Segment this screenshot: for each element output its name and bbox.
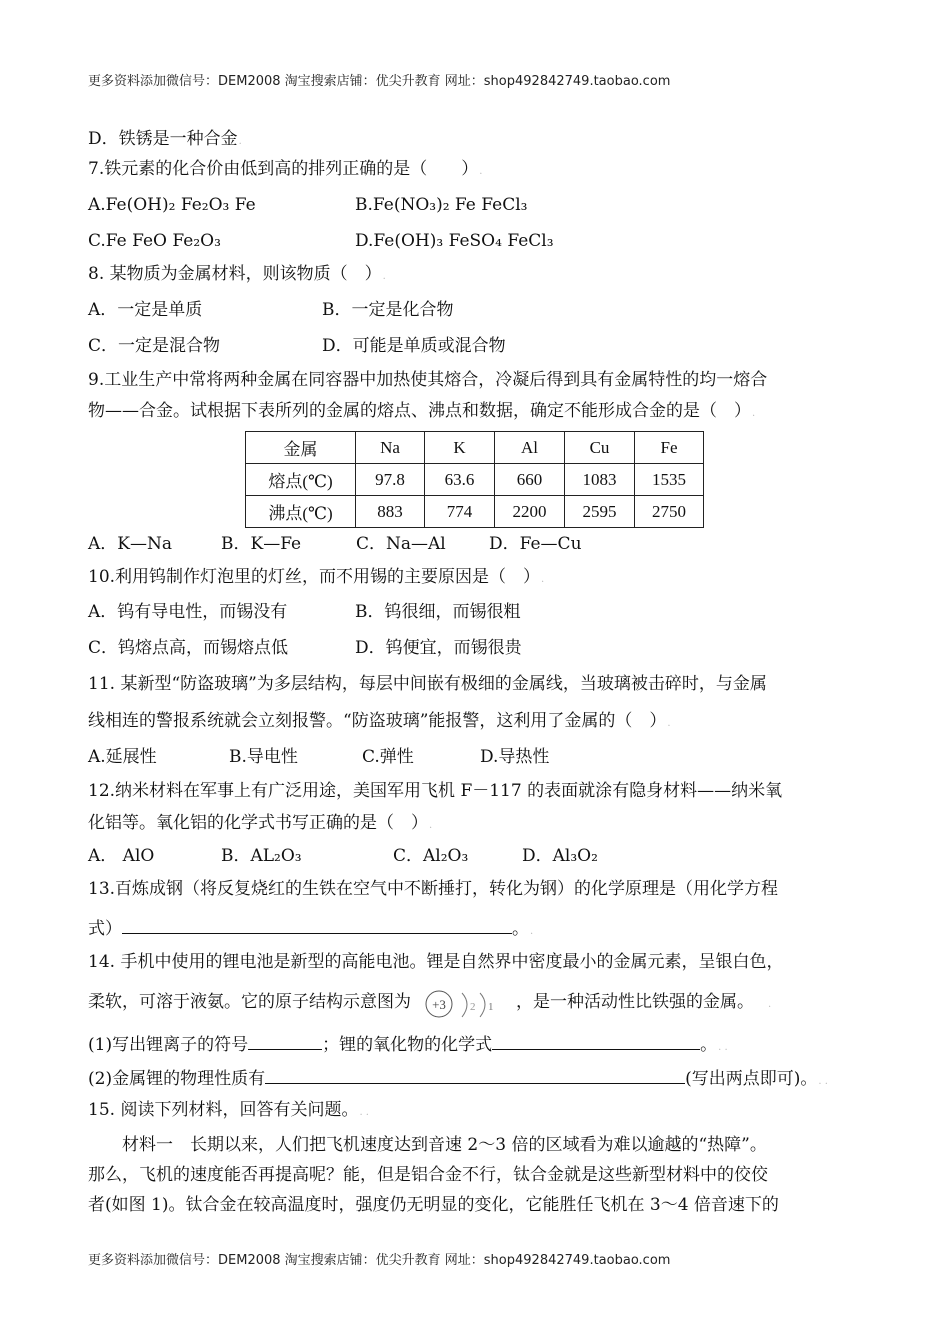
q11-option-b: B.导电性	[229, 747, 298, 767]
table-cell: 熔点(℃)	[246, 464, 356, 496]
q9-option-c: C．Na—Al	[356, 534, 446, 554]
q12-option-d: D．Al₃O₂	[522, 846, 598, 866]
q10-option-d: D．钨便宜，而锡很贵	[355, 638, 522, 658]
q12-option-b: B．AL₂O₃	[221, 846, 302, 866]
q7-option-c: C.Fe FeO Fe₂O₃	[88, 231, 221, 251]
electron-shell-arc-2	[480, 993, 485, 1017]
table-cell: 1535	[635, 464, 704, 496]
lithium-atom-diagram	[424, 990, 519, 1020]
table-header-cell: Al	[495, 432, 565, 464]
q11-option-a: A.延展性	[88, 747, 157, 767]
q14-stem-line2-post: ，是一种活动性比铁强的金属。 .	[516, 992, 772, 1012]
q8-option-d: D．可能是单质或混合物	[322, 336, 506, 356]
q8-option-c: C．一定是混合物	[88, 336, 221, 356]
q15-stem: 15. 阅读下列材料，回答有关问题。. .	[88, 1100, 369, 1120]
page-footer: 更多资料添加微信号：DEM2008 淘宝搜索店铺：优尖升教育 网址：shop492842749.taobao.com	[88, 1253, 671, 1268]
q7-stem: 7.铁元素的化合价由低到高的排列正确的是（ ）.	[88, 159, 483, 179]
q9-option-b: B．K—Fe	[221, 534, 302, 554]
table-cell: 1083	[565, 464, 635, 496]
q7-option-b: B.Fe(NO₃)₂ Fe FeCl₃	[355, 195, 528, 215]
q9-option-d: D．Fe—Cu	[489, 534, 582, 554]
q11-stem-line2: 线相连的警报系统就会立刻报警。“防盗玻璃”能报警，这利用了金属的（ ）.	[88, 711, 671, 731]
q10-option-a: A．钨有导电性，而锡没有	[88, 602, 288, 622]
metal-properties-table	[245, 431, 704, 528]
lithium-oxide-blank[interactable]	[492, 1031, 700, 1050]
table-row	[246, 496, 704, 528]
q15-material1-line3: 者(如图 1)。钛合金在较高温度时，强度仍无明显的变化，它能胜任飞机在 3～4 倍音速下的	[88, 1195, 779, 1215]
q12-stem-line2: 化铝等。氧化铝的化学式书写正确的是（ ）.	[88, 813, 433, 833]
physical-properties-blank[interactable]	[265, 1065, 685, 1084]
electron-shell-arc-1	[462, 993, 467, 1017]
q8-option-b: B．一定是化合物	[322, 300, 454, 320]
q14-sub1: (1)写出锂离子的符号 ；锂的氧化物的化学式 。. .	[88, 1031, 728, 1060]
q7-option-a: A.Fe(OH)₂ Fe₂O₃ Fe	[88, 195, 256, 215]
q9-stem-line2: 物——合金。试根据下表所列的金属的熔点、沸点和数据，确定不能形成合金的是（ ）.	[88, 401, 756, 421]
table-cell: 97.8	[356, 464, 425, 496]
table-header-cell: K	[425, 432, 495, 464]
shell1-electrons: 2	[470, 1001, 476, 1013]
page-header: 更多资料添加微信号：DEM2008 淘宝搜索店铺：优尖升教育 网址：shop492842749.taobao.com	[88, 74, 671, 89]
table-header-cell: Na	[356, 432, 425, 464]
q11-stem-line1: 11. 某新型“防盗玻璃”为多层结构，每层中间嵌有极细的金属线，当玻璃被击碎时，与金属	[88, 674, 767, 694]
table-cell: 沸点(℃)	[246, 496, 356, 528]
table-cell: 660	[495, 464, 565, 496]
q12-option-c: C．Al₂O₃	[393, 846, 469, 866]
q12-option-a: A． AlO	[88, 846, 155, 866]
q8-stem: 8. 某物质为金属材料，则该物质（ ）.	[88, 264, 386, 284]
q14-sub2: (2)金属锂的物理性质有 (写出两点即可)。. .	[88, 1065, 828, 1094]
table-row	[246, 464, 704, 496]
lithium-ion-blank[interactable]	[248, 1031, 322, 1050]
table-header-row	[246, 432, 704, 464]
q15-material1-line2: 那么，飞机的速度能否再提高呢？能，但是铝合金不行，钛合金就是这些新型材料中的佼佼	[88, 1165, 768, 1185]
table-header-cell: 金属	[246, 432, 356, 464]
q7-option-d: D.Fe(OH)₃ FeSO₄ FeCl₃	[355, 231, 554, 251]
q13-stem-line2: 式） 。.	[88, 915, 533, 944]
nucleus-charge: +3	[432, 997, 446, 1012]
q11-option-c: C.弹性	[362, 747, 414, 767]
table-header-cell: Cu	[565, 432, 635, 464]
table-cell: 774	[425, 496, 495, 528]
q9-stem-line1: 9.工业生产中常将两种金属在同容器中加热使其熔合，冷凝后得到具有金属特性的均一熔合	[88, 370, 768, 390]
q14-stem-line2-pre: 柔软，可溶于液氨。它的原子结构示意图为	[88, 992, 411, 1012]
table-cell: 2750	[635, 496, 704, 528]
table-cell: 883	[356, 496, 425, 528]
q14-stem-line1: 14. 手机中使用的锂电池是新型的高能电池。锂是自然界中密度最小的金属元素，呈银白色，	[88, 952, 784, 972]
q8-option-a: A．一定是单质	[88, 300, 203, 320]
q12-stem-line1: 12.纳米材料在军事上有广泛用途，美国军用飞机 F－117 的表面就涂有隐身材料——纳米氧	[88, 781, 783, 801]
q10-option-b: B．钨很细，而锡很粗	[355, 602, 521, 622]
q11-option-d: D.导热性	[480, 747, 550, 767]
table-cell: 2200	[495, 496, 565, 528]
q10-stem: 10.利用钨制作灯泡里的灯丝，而不用锡的主要原因是（ ）.	[88, 567, 545, 587]
q10-option-c: C．钨熔点高，而锡熔点低	[88, 638, 289, 658]
table-cell: 63.6	[425, 464, 495, 496]
q13-stem-line1: 13.百炼成钢（将反复烧红的生铁在空气中不断捶打，转化为钢）的化学原理是（用化学方程	[88, 879, 779, 899]
shell2-electrons: 1	[488, 1001, 494, 1013]
q15-material1-line1: 材料一 长期以来，人们把飞机速度达到音速 2～3 倍的区域看为难以逾越的“热障”。	[122, 1135, 767, 1155]
table-cell: 2595	[565, 496, 635, 528]
q6-option-d: D．铁锈是一种合金.	[88, 129, 242, 149]
q13-answer-blank[interactable]	[122, 915, 512, 934]
table-header-cell: Fe	[635, 432, 704, 464]
q9-option-a: A．K—Na	[88, 534, 172, 554]
